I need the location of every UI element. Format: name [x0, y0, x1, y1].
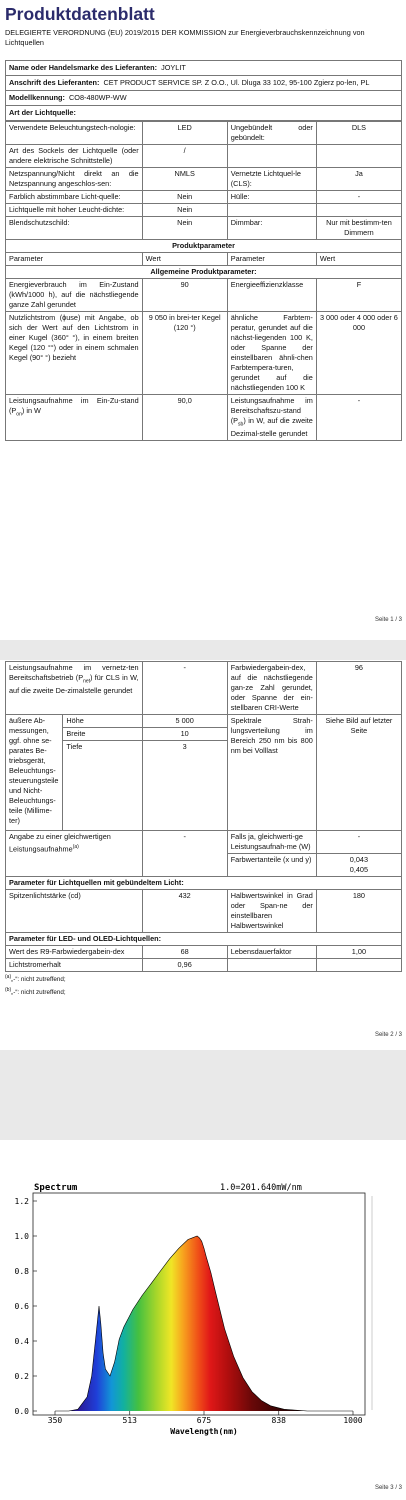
footnote-b: $^{(b)}$„-“: nicht zutreffend; [5, 987, 66, 997]
flux-value: 9 050 in brei-ter Kegel (120 °) [142, 312, 227, 395]
page-number-2: Seite 2 / 3 [374, 1032, 402, 1038]
y-tick-label: 0.6 [14, 1302, 29, 1311]
page-number-3: Seite 3 / 3 [374, 1485, 402, 1491]
mains-label: Netzspannung/Nicht direkt an die Netzspannung angeschlos-sen: [6, 168, 143, 191]
y-tick-label: 1.0 [14, 1232, 29, 1241]
flux-label: Nutzlichtstrom (ɸuse) mit Angabe, ob sich der Wert auf den Lichtstrom in einer Kugel (360° °), in einem breiten Kegel (120 °°) oder in einem schmalen Kegel (90° °) bezieht [6, 312, 143, 395]
chroma-label: Farbwertanteile (x und y) [227, 854, 316, 877]
address-value: CET PRODUCT SERVICE SP. Z O.O., Ul. Dluga 33 102, 95-100 Zgierz po-len, PL [103, 78, 370, 87]
x-tick-label: 675 [196, 1416, 212, 1425]
envelope-value: - [316, 191, 401, 204]
y-tick-label: 0.4 [14, 1337, 29, 1346]
maint-label: Lichtstromerhalt [6, 959, 143, 972]
x-tick-label: 350 [47, 1416, 63, 1425]
pon-label: Leistungsaufnahme im Ein-Zu-stand $(P_{on})$ in W [6, 395, 143, 441]
spectral-value: Siehe Bild auf letzter Seite [316, 715, 401, 831]
equiv2-value: - [316, 831, 401, 854]
cls-value: Ja [316, 168, 401, 191]
socket-value: / [142, 145, 227, 168]
glare-value: Nein [142, 217, 227, 240]
chroma-value: 0,043 0,405 [316, 854, 401, 877]
mains-value: NMLS [142, 168, 227, 191]
spectral-label: Spektrale Strah-lungsverteilung im Bereich 250 nm bis 800 nm bei Volllast [227, 715, 316, 831]
dim-value: Nur mit bestimm-ten Dimmern [316, 217, 401, 240]
cct-value: 3 000 oder 4 000 oder 6 000 [316, 312, 401, 395]
x-tick-label: 838 [271, 1416, 286, 1425]
tech-label: Verwendete Beleuchtungstech-nologie: [6, 122, 143, 145]
model-value: CO8-480WP-WW [69, 93, 127, 102]
y-tick-label: 1.2 [14, 1197, 29, 1206]
page-2 [0, 660, 406, 1050]
life-label: Lebensdauerfaktor [227, 946, 316, 959]
allgemeine-header: Allgemeine Produktparameter: [6, 266, 402, 279]
energy-label: Energieverbrauch im Ein-Zustand (kWh/1000 h), auf die nächstliegende ganze Zahl gerundet [6, 279, 143, 312]
peak-label: Spitzenlichtstärke (cd) [6, 890, 143, 933]
dls-header: Parameter für Lichtquellen mit gebündeltem Licht: [6, 877, 402, 890]
supplier-name-value: JOYLIT [161, 63, 186, 72]
eclass-value: F [316, 279, 401, 312]
regulation-intro: DELEGIERTE VERORDNUNG (EU) 2019/2015 DER KOMMISSION zur Energieverbrauchskennzeichnung von Lichtquellen [5, 28, 365, 47]
chart-annotation: 1.0=201.640mW/nm [220, 1183, 302, 1193]
address-label: Anschrift des Lieferanten: [9, 78, 100, 87]
footnote-a: $^{(a)}$„-“: nicht zutreffend; [5, 974, 66, 984]
model-label: Modellkennung: [9, 93, 65, 102]
supplier-table [5, 60, 402, 121]
page-3 [0, 1140, 406, 1500]
x-axis-label: Wavelength(nm) [170, 1427, 238, 1436]
pnet-label: Leistungsaufnahme im vernetz-ten Bereitschaftsbetrieb $(P_{net})$ für CLS in W, auf die zweite De-zimalstelle gerundet [6, 662, 143, 715]
tech-value: LED [142, 122, 227, 145]
breite-label: Breite [63, 728, 142, 741]
life-value: 1,00 [316, 946, 401, 959]
art-header: Art der Lichtquelle: [6, 106, 402, 121]
supplier-name-label: Name oder Handelsmarke des Lieferanten: [9, 63, 158, 72]
y-tick-label: 0.0 [14, 1407, 29, 1416]
hoehe-value: 5 000 [142, 715, 227, 728]
dims-label: äußere Ab-messungen, ggf. ohne se-parates Be-triebsgerät, Beleuchtungs-steuerungsteile und Nicht-Beleuchtungs-teile (Millime-ter) [6, 715, 63, 831]
params-table-2 [5, 661, 402, 972]
y-tick-label: 0.8 [14, 1267, 29, 1276]
beam-value: 180 [316, 890, 401, 933]
col-wert-2: Wert [316, 253, 401, 266]
pon-value: 90,0 [142, 395, 227, 441]
light-source-table [5, 121, 402, 441]
tiefe-value: 3 [142, 741, 227, 831]
col-wert: Wert [142, 253, 227, 266]
eclass-label: Energieeffizienzklasse [227, 279, 316, 312]
psb-label: Leistungsaufnahme im Bereitschaftszu-stand $(P_{sb})$ in W, auf die zweite Dezimal-stelle gerundet [227, 395, 316, 441]
produktparameter-header: Produktparameter [6, 240, 402, 253]
cls-label: Vernetzte Lichtquel-le (CLS): [227, 168, 316, 191]
tiefe-label: Tiefe [63, 741, 142, 831]
x-tick-label: 1000 [343, 1416, 363, 1425]
cct-label: ähnliche Farbtem-peratur, gerundet auf die nächst-liegenden 100 K, oder Spanne der einstellbaren ähnli-chen Farbtempera-turen, gerundet auf die nächstliegenden 100 K [227, 312, 316, 395]
page-number-1: Seite 1 / 3 [374, 617, 402, 623]
psb-value: - [316, 395, 401, 441]
r9-value: 68 [142, 946, 227, 959]
page-1 [0, 0, 406, 640]
glare-label: Blendschutzschild: [6, 217, 143, 240]
peak-value: 432 [142, 890, 227, 933]
page-title: Produktdatenblatt [5, 4, 155, 24]
spectrum-chart [0, 1140, 406, 1440]
colour-value: Nein [142, 191, 227, 204]
highlum-label: Lichtquelle mit hoher Leucht-dichte: [6, 204, 143, 217]
breite-value: 10 [142, 728, 227, 741]
pnet-value: - [142, 662, 227, 715]
beam-label: Halbwertswinkel in Grad oder Span-ne der einstellbaren Halbwertswinkel [227, 890, 316, 933]
dim-label: Dimmbar: [227, 217, 316, 240]
x-tick-label: 513 [122, 1416, 137, 1425]
chart-title: Spectrum [34, 1183, 78, 1193]
cri-value: 96 [316, 662, 401, 715]
equiv-label: Angabe zu einer gleichwertigen Leistungsaufnahme$^{(a)}$ [6, 831, 143, 877]
energy-value: 90 [142, 279, 227, 312]
led-header: Parameter für LED- und OLED-Lichtquellen: [6, 933, 402, 946]
socket-label: Art des Sockels der Lichtquelle (oder andere elektrische Schnittstelle) [6, 145, 143, 168]
col-param-2: Parameter [227, 253, 316, 266]
equiv-value: - [142, 831, 227, 877]
cri-label: Farbwiedergabein-dex, auf die nächstliegende gan-ze Zahl gerundet, oder Spanne der ein-stellbaren CRI-Werte [227, 662, 316, 715]
hoehe-label: Höhe [63, 715, 142, 728]
unbundled-label: Ungebündelt oder gebündelt: [227, 122, 316, 145]
y-tick-label: 0.2 [14, 1372, 29, 1381]
colour-label: Farblich abstimmbare Licht-quelle: [6, 191, 143, 204]
col-param: Parameter [6, 253, 143, 266]
equiv2-label: Falls ja, gleichwerti-ge Leistungsaufnah-me (W) [227, 831, 316, 854]
maint-value: 0,96 [142, 959, 227, 972]
highlum-value: Nein [142, 204, 227, 217]
unbundled-value: DLS [316, 122, 401, 145]
envelope-label: Hülle: [227, 191, 316, 204]
r9-label: Wert des R9-Farbwiedergabein-dex [6, 946, 143, 959]
